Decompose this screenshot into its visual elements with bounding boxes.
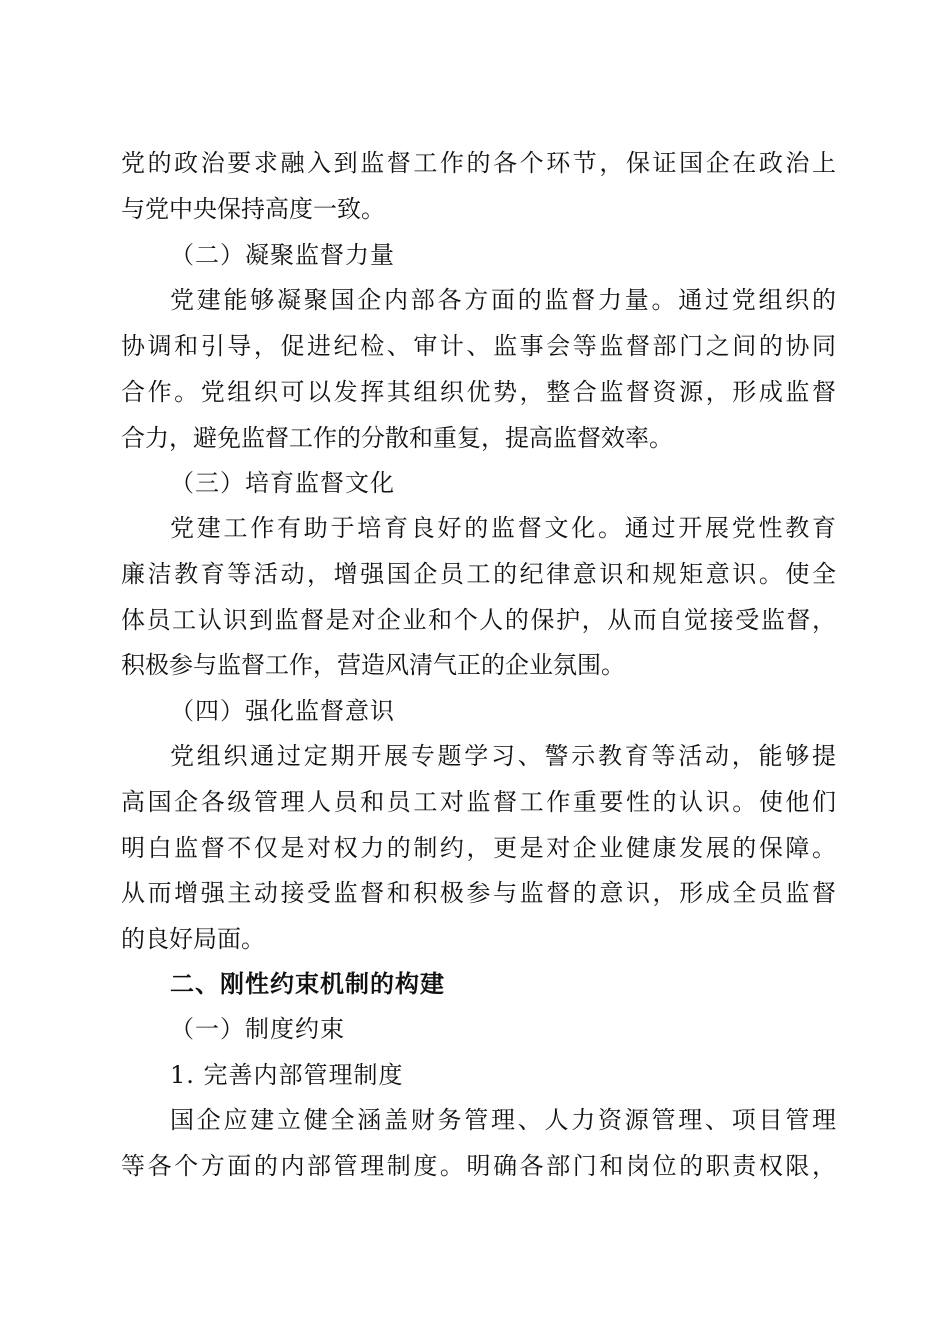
section-subheading: （一）制度约束 — [170, 1015, 345, 1043]
section-heading: 二、刚性约束机制的构建 — [170, 970, 445, 998]
paragraph-line: 国企应建立健全涵盖财务管理、人力资源管理、项目管理 — [170, 1106, 836, 1134]
section-subheading: （二）凝聚监督力量 — [170, 241, 395, 269]
paragraph-line: 体员工认识到监督是对企业和个人的保护，从而自觉接受监督， — [121, 606, 836, 634]
section-subheading: （三）培育监督文化 — [170, 469, 395, 497]
paragraph-line: 明白监督不仅是对权力的制约，更是对企业健康发展的保障。 — [121, 834, 836, 862]
paragraph-line: 协调和引导，促进纪检、审计、监事会等监督部门之间的协同 — [121, 332, 836, 360]
item-heading: 1. 完善内部管理制度 — [170, 1061, 404, 1089]
paragraph-line: 合作。党组织可以发挥其组织优势，整合监督资源，形成监督 — [121, 378, 836, 406]
section-subheading: （四）强化监督意识 — [170, 697, 395, 725]
paragraph-line: 的良好局面。 — [121, 925, 265, 953]
paragraph-line: 积极参与监督工作，营造风清气正的企业氛围。 — [121, 651, 625, 679]
paragraph-line: 等各个方面的内部管理制度。明确各部门和岗位的职责权限， — [121, 1152, 836, 1180]
paragraph-line: 与党中央保持高度一致。 — [121, 195, 385, 223]
paragraph-line: 从而增强主动接受监督和积极参与监督的意识，形成全员监督 — [121, 879, 836, 907]
paragraph-line: 党组织通过定期开展专题学习、警示教育等活动，能够提 — [170, 742, 836, 770]
paragraph-line: 高国企各级管理人员和员工对监督工作重要性的认识。使他们 — [121, 788, 836, 816]
paragraph-line: 党建工作有助于培育良好的监督文化。通过开展党性教育 — [170, 514, 836, 542]
paragraph-line: 党建能够凝聚国企内部各方面的监督力量。通过党组织的 — [170, 286, 836, 314]
paragraph-line: 廉洁教育等活动，增强国企员工的纪律意识和规矩意识。使全 — [121, 560, 836, 588]
paragraph-line: 合力，避免监督工作的分散和重复，提高监督效率。 — [121, 424, 673, 452]
paragraph-line: 党的政治要求融入到监督工作的各个环节，保证国企在政治上 — [121, 149, 836, 177]
